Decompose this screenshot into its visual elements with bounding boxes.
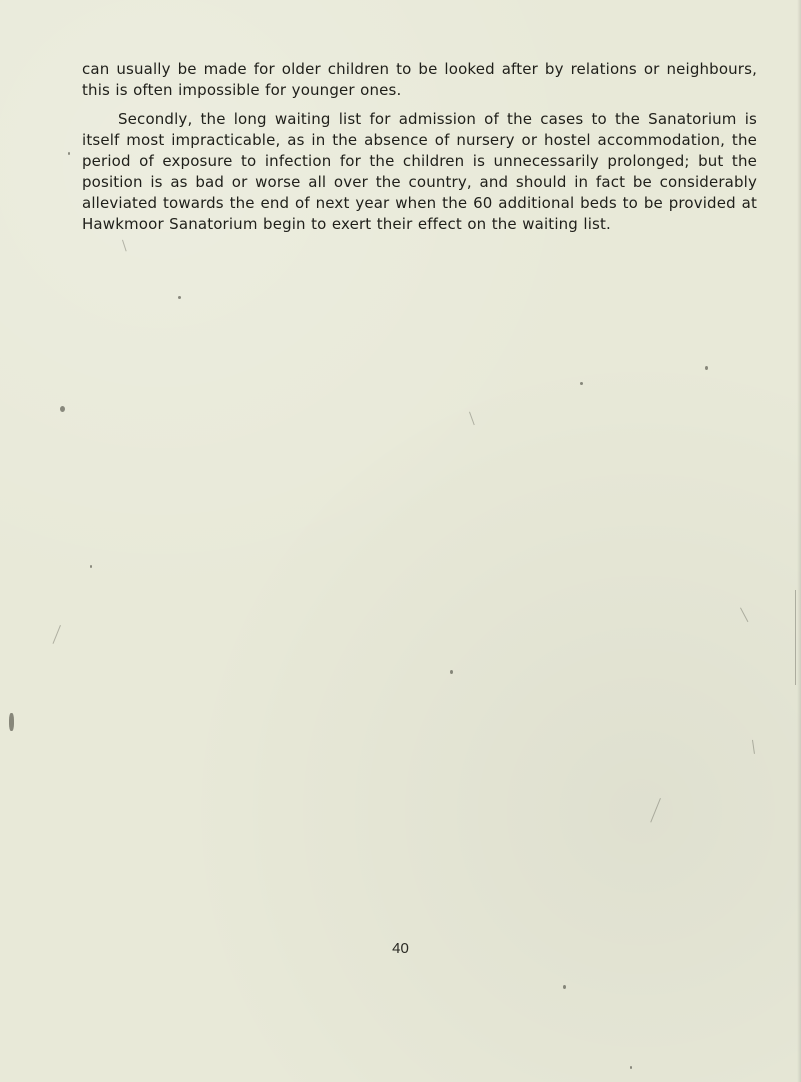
paper-speck <box>68 152 70 155</box>
paragraph-waiting-list: Secondly, the long waiting list for admission of the cases to the Sanatorium is itself most impracticable, as in the absence of nursery or hostel accommodation, the period of exposure to infection for the children is unnecessarily prolonged; but the position is as bad or worse all over the country, and should in fact be considerably alleviated towards the end of next year when the 60 additional beds to be provided at Hawkmoor Sanatorium begin to exert their effect on the waiting list. <box>82 110 757 233</box>
paper-scratch <box>469 412 475 425</box>
paper-scratch <box>650 798 661 822</box>
paper-scratch <box>740 608 748 623</box>
paper-speck <box>563 985 566 989</box>
paper-speck <box>60 406 65 412</box>
paper-scratch <box>53 625 61 644</box>
paper-speck <box>580 382 583 385</box>
paragraph-continuation: can usually be made for older children to be looked after by relations or neighbours, this is often impossible for younger ones. <box>82 60 757 99</box>
paper-speck <box>178 296 181 299</box>
paper-scratch <box>795 590 796 685</box>
page-number: 40 <box>392 940 409 957</box>
paper-scratch <box>752 740 755 754</box>
page-edge-shadow <box>797 0 801 1082</box>
paper-speck <box>630 1066 632 1069</box>
paper-speck <box>705 366 708 370</box>
paper-speck <box>9 713 14 731</box>
paper-speck <box>450 670 453 674</box>
body-text <box>82 59 757 235</box>
paper-speck <box>90 565 92 568</box>
paper-scratch <box>122 240 127 252</box>
